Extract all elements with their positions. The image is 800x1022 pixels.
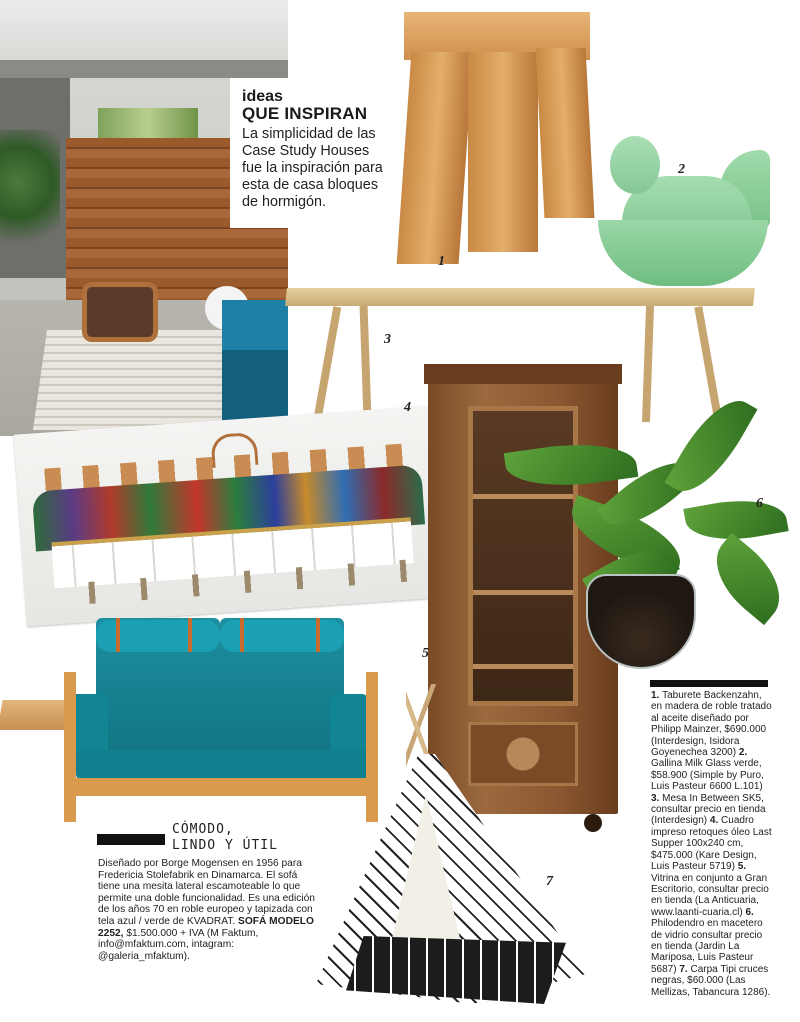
teepee-number: 7 xyxy=(546,874,553,889)
stool-leg xyxy=(536,48,595,218)
ideas-box xyxy=(230,78,396,228)
hen-head xyxy=(610,136,660,194)
caption-number: 3. xyxy=(651,792,663,804)
caption-text: Carpa Tipi cruces negras, $60.000 (Las Mellizas, Tabancura 1286). xyxy=(651,963,771,998)
sofa-description xyxy=(98,858,318,962)
ideas-intro: La simplicidad de las Case Study Houses fue la inspiración para esta de casa bloques de hormigón. xyxy=(242,126,383,210)
plant-leaf xyxy=(664,387,757,504)
caption-text: Gallina Milk Glass verde, $58.900 (Simple by Puro, Luis Pasteur 6600 L.101) xyxy=(651,758,764,793)
sofa-headrest xyxy=(220,620,344,652)
cabinet-number: 5 xyxy=(422,646,429,661)
sofa-seat-cushion xyxy=(76,750,226,780)
ideas-kicker: ideas xyxy=(242,88,283,105)
sofa-description-text: Diseñado por Borge Mogensen en 1956 para Fredericia Stolefabrik en Dinamarca. El sofá tiene una mesita lateral escamoteable lo que permite una doble funcionalidad. Es una edición de los años 70 en roble europeo y tapizada con tela azul / verde de KVADRAT. xyxy=(98,858,315,927)
sofa-model-details: $1.500.000 + IVA (M Faktum, info@mfaktum.com, intagram: @galeria_mfaktum). xyxy=(98,927,259,962)
hen-number: 2 xyxy=(678,162,685,177)
product-painting-image xyxy=(14,406,442,627)
plant-leaf xyxy=(504,435,639,495)
sofa-model-label: SOFÁ MODELO 2252, xyxy=(98,915,314,939)
table-top xyxy=(285,288,755,306)
caption-text: Mesa In Between SK5, consultar precio en tienda (Interdesign) xyxy=(651,792,766,827)
product-stool-image xyxy=(404,12,590,264)
caption-text: Vitrina en conjunto a Gran Escritorio, consultar precio en tienda (La Anticuaria, www.laanti-cuaria.cl) xyxy=(651,872,769,918)
caption-number: 6. xyxy=(745,906,754,918)
hen-dish xyxy=(598,220,768,286)
sofa-wood-arm xyxy=(64,672,76,822)
product-teepee-image xyxy=(316,684,586,1020)
caption-number: 2. xyxy=(738,747,748,759)
table-number: 3 xyxy=(384,332,391,347)
photo-window xyxy=(98,108,198,142)
plant-leaf xyxy=(700,533,796,625)
caption-bar xyxy=(650,680,768,687)
sofa-title-line: CÓMODO, xyxy=(172,822,234,837)
caption-text: Cuadro impreso retoques óleo Last Supper 100x240 cm, $475.000 (Kare Design, Luis Pasteur 5719) xyxy=(651,815,772,873)
caption-number: 7. xyxy=(679,963,691,975)
sofa-title xyxy=(172,822,312,854)
table-leg xyxy=(694,306,721,418)
painting-number: 4 xyxy=(404,400,411,415)
photo-plants xyxy=(0,130,60,260)
sofa-strap xyxy=(316,618,320,652)
caption-list xyxy=(651,690,773,998)
stool-number: 1 xyxy=(438,254,445,269)
sofa-title-bar xyxy=(97,834,165,845)
photo-armchair xyxy=(82,282,158,342)
product-hen-image xyxy=(592,136,774,296)
stool-leg xyxy=(397,52,474,264)
caption-text: Philodendro en macetero de vidrio consultar precio en tienda (Jardin La Mariposa, Luis Pasteur 5687) xyxy=(651,918,763,975)
sofa-strap xyxy=(116,618,120,652)
sofa-strap xyxy=(188,618,192,652)
plant-glass-pot xyxy=(586,574,696,669)
ideas-headline: QUE INSPIRAN xyxy=(242,104,368,123)
sofa-strap xyxy=(240,618,244,652)
product-plant-image xyxy=(506,404,796,674)
sofa-title-line: LINDO Y ÚTIL xyxy=(172,838,278,853)
caption-number: 5. xyxy=(737,861,747,873)
teepee-mat xyxy=(346,936,566,1004)
sofa-headrest xyxy=(96,620,220,652)
caption-number: 1. xyxy=(651,690,663,701)
stool-leg xyxy=(468,52,538,252)
caption-text: Taburete Backenzahn, en madera de roble tratado al aceite diseñado por Philipp Mainzer, $690.000 (Interdesign, Isidora Goyenechea 3200) xyxy=(651,690,772,759)
photo-beam xyxy=(0,60,288,78)
plant-number: 6 xyxy=(756,496,763,511)
cabinet-wheel xyxy=(584,814,602,832)
caption-number: 4. xyxy=(709,815,722,827)
cabinet-crown xyxy=(424,364,622,384)
